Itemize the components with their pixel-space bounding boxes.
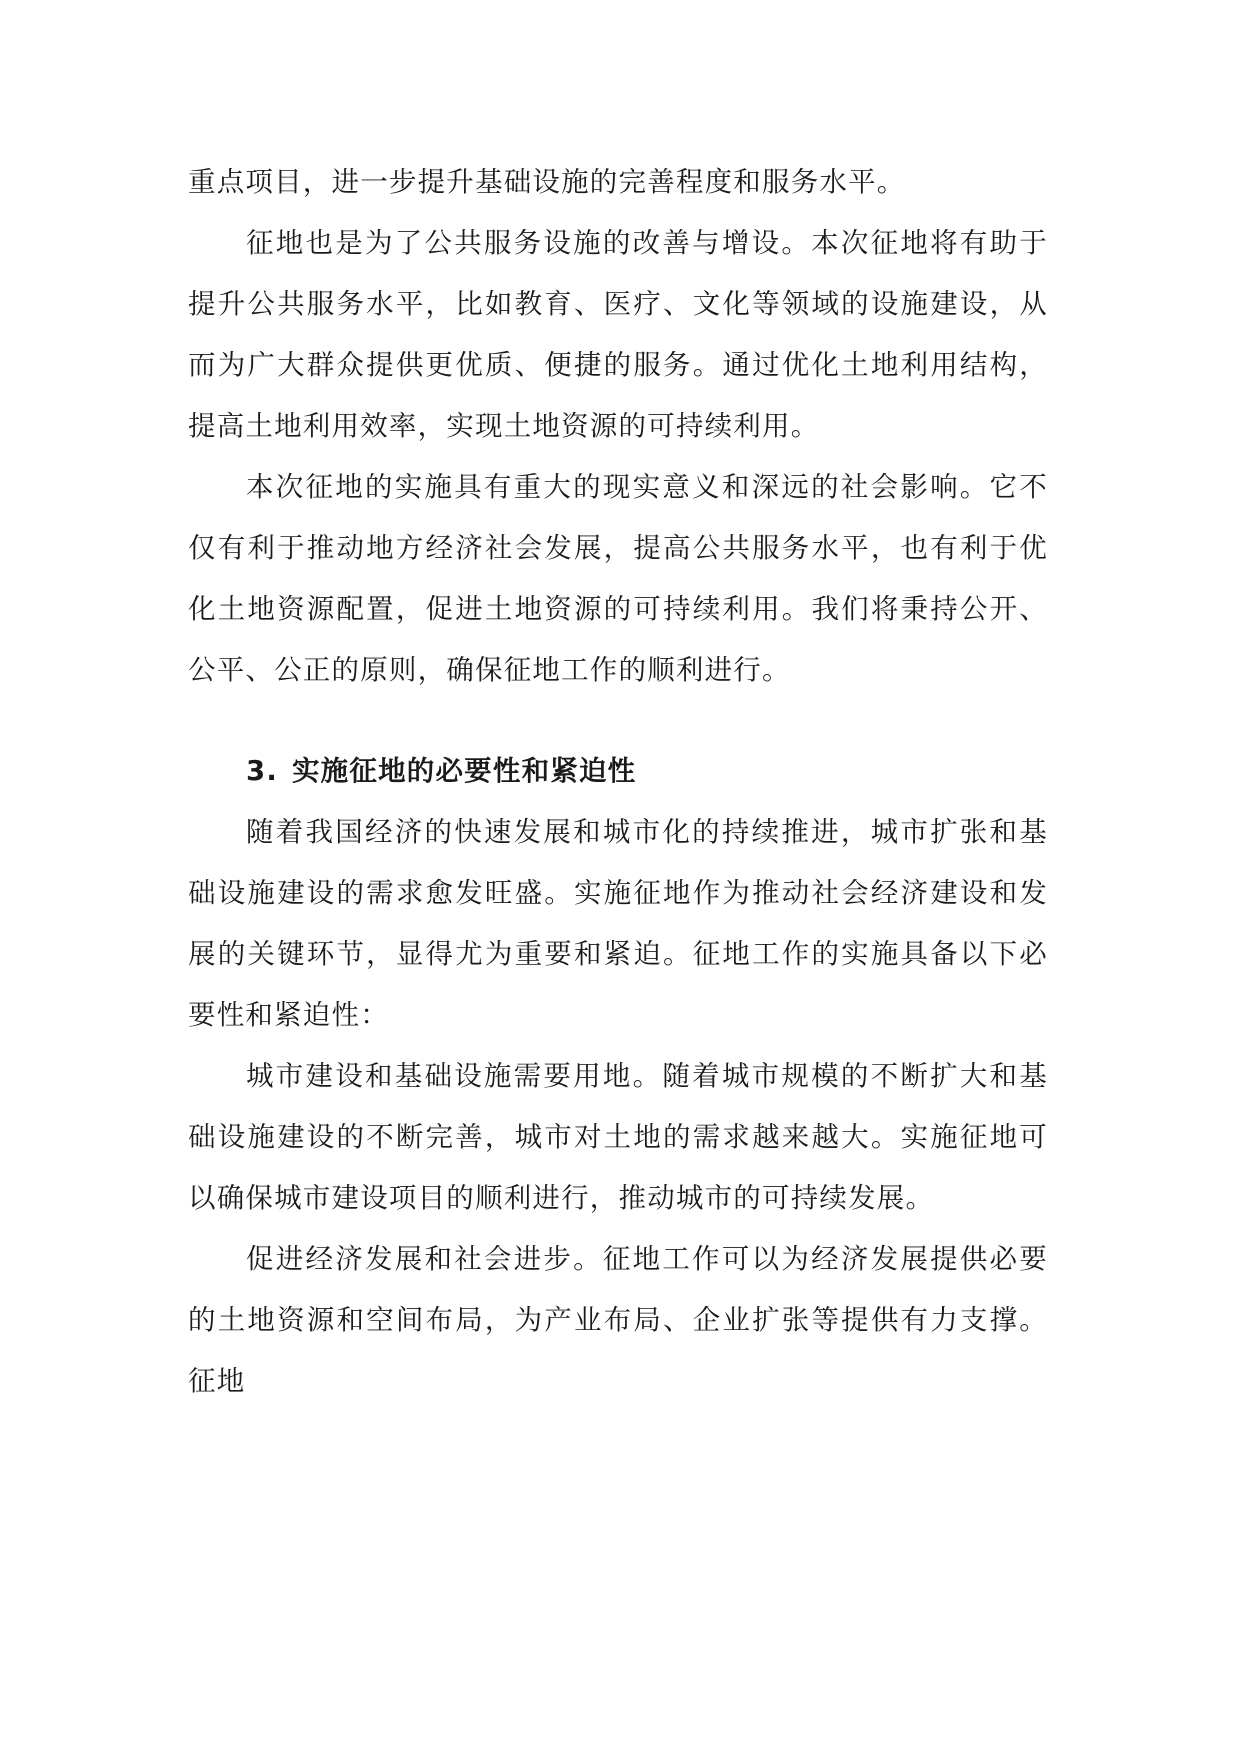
paragraph-urban-land-need: 城市建设和基础设施需要用地。随着城市规模的不断扩大和基础设施建设的不断完善，城市对土地的需求越来越大。实施征地可以确保城市建设项目的顺利进行，推动城市的可持续发展。 (188, 1060, 1048, 1214)
paragraph-public-services: 征地也是为了公共服务设施的改善与增设。本次征地将有助于提升公共服务水平，比如教育、医疗、文化等领域的设施建设，从而为广大群众提供更优质、便捷的服务。通过优化土地利用结构，提高土地利用效率，实现土地资源的可持续利用。 (188, 227, 1048, 442)
paragraph-economic-development: 促进经济发展和社会进步。征地工作可以为经济发展提供必要的土地资源和空间布局，为产业布局、企业扩张等提供有力支撑。征地 (188, 1243, 1048, 1397)
paragraph-background: 随着我国经济的快速发展和城市化的持续推进，城市扩张和基础设施建设的需求愈发旺盛。实施征地作为推动社会经济建设和发展的关键环节，显得尤为重要和紧迫。征地工作的实施具备以下必要性和紧迫性： (188, 816, 1048, 1031)
paragraph-continuation: 重点项目，进一步提升基础设施的完善程度和服务水平。 (188, 166, 906, 198)
paragraph-significance: 本次征地的实施具有重大的现实意义和深远的社会影响。它不仅有利于推动地方经济社会发展，提高公共服务水平，也有利于优化土地资源配置，促进土地资源的可持续利用。我们将秉持公开、公平、公正的原则，确保征地工作的顺利进行。 (188, 471, 1048, 686)
section-heading (188, 741, 1048, 802)
document-body (188, 152, 1048, 1412)
section-number: 3. (246, 755, 278, 787)
section-title: 实施征地的必要性和紧迫性 (291, 755, 637, 787)
